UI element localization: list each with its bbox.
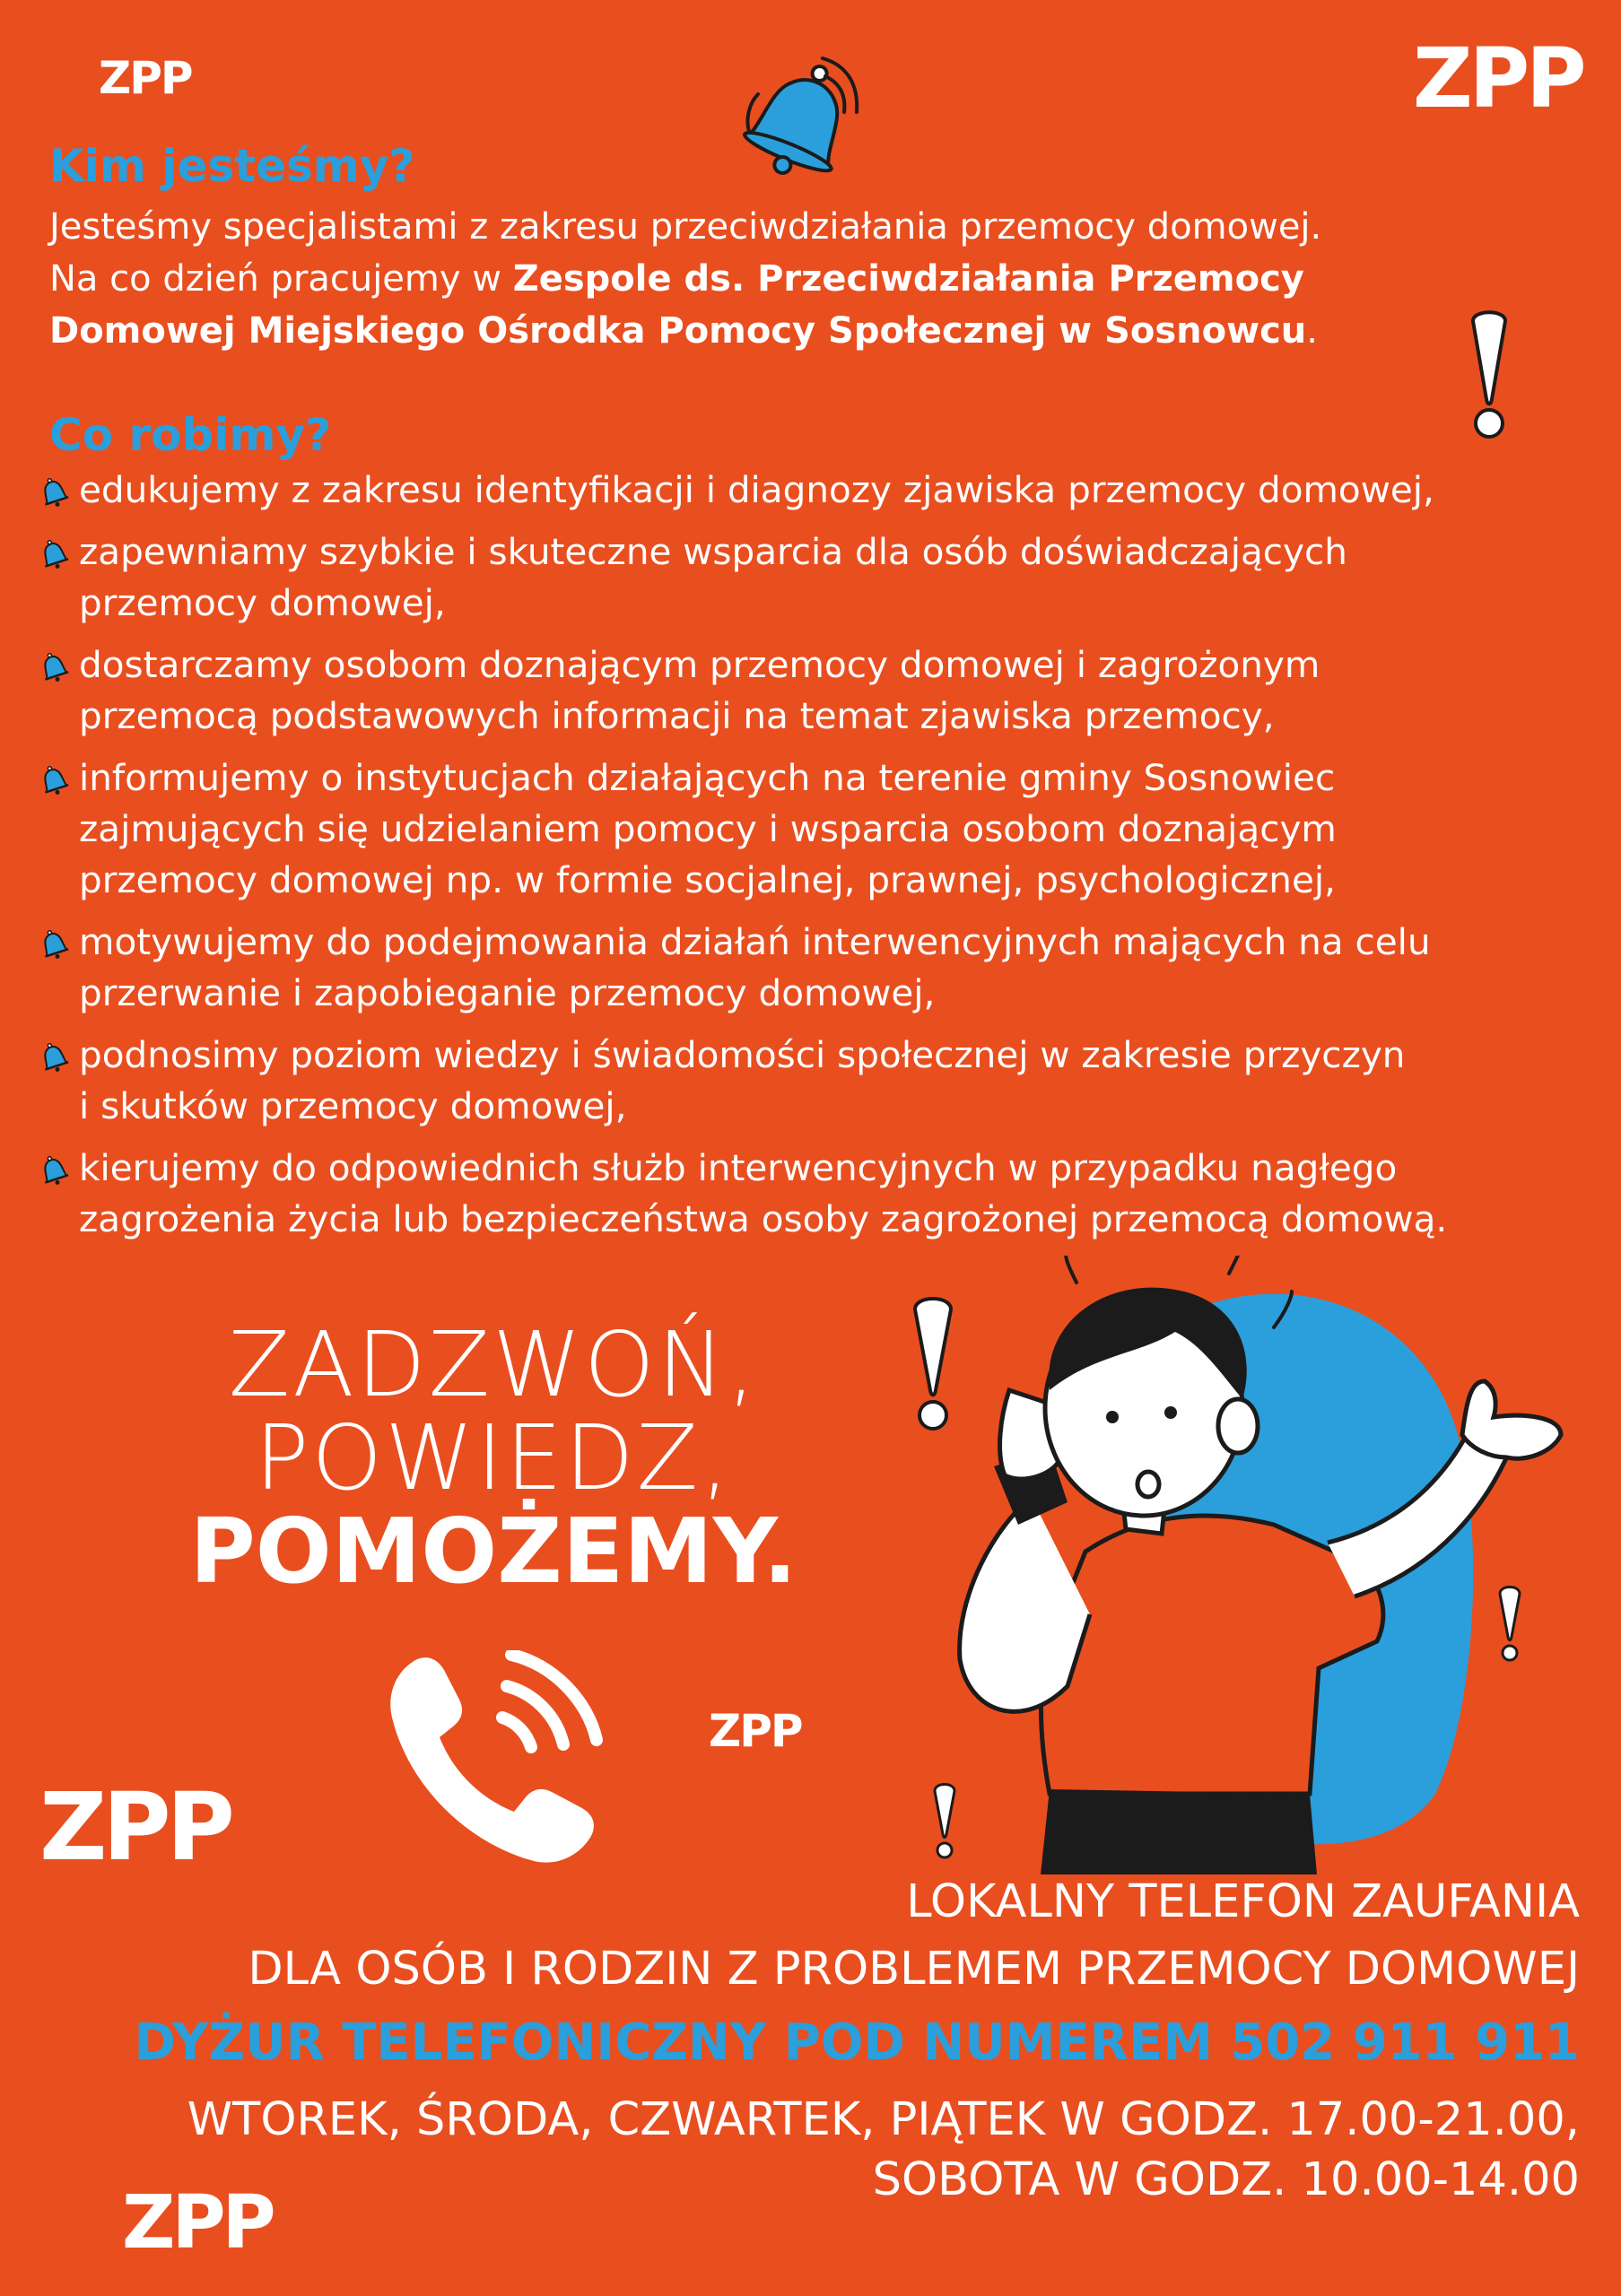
zpp-logo: ZPP — [122, 2180, 273, 2266]
intro-text-span: . — [1306, 310, 1318, 352]
hotline-title: LOKALNY TELEFON ZAUFANIA — [906, 1875, 1580, 1928]
phone-number-line: DYŻUR TELEFONICZNY POD NUMEREM 502 911 911 — [134, 2013, 1580, 2072]
intro-text-span: Na co dzień pracujemy w — [49, 258, 513, 300]
intro-line — [49, 253, 1556, 305]
list-item — [36, 639, 1597, 742]
phone-icon — [381, 1650, 606, 1870]
activities-list — [36, 465, 1597, 1256]
list-item-line: dostarczamy osobom doznającym przemocy domowej i zagrożonym — [79, 643, 1320, 686]
list-item-line: zajmujących się udzielaniem pomocy i wsparcia osobom doznającym — [79, 807, 1337, 850]
intro-line: Jesteśmy specjalistami z zakresu przeciwdziałania przemocy domowej. — [49, 206, 1322, 248]
list-item-line: motywujemy do podejmowania działań interwencyjnych mających na celu — [79, 920, 1431, 963]
intro-text — [49, 201, 1556, 357]
bell-bullet-icon — [36, 926, 72, 961]
list-item-line: przemocy domowej np. w formie socjalnej, prawnej, psychologicznej, — [79, 858, 1337, 901]
bell-icon — [722, 49, 875, 193]
bell-bullet-icon — [36, 1152, 72, 1187]
list-item — [36, 752, 1597, 906]
list-item — [36, 1143, 1597, 1245]
list-item-line: i skutków przemocy domowej, — [79, 1084, 627, 1127]
section-title-who: Kim jesteśmy? — [49, 140, 415, 192]
list-item-line: edukujemy z zakresu identyfikacji i diagnozy zjawiska przemocy domowej, — [79, 468, 1434, 511]
bell-bullet-icon — [36, 761, 72, 797]
list-item-line: zagrożenia życia lub bezpieczeństwa osoby zagrożonej przemocą domową. — [79, 1197, 1448, 1240]
bell-bullet-icon — [36, 474, 72, 509]
list-item-line: informujemy o instytucjach działających na terenie gminy Sosnowiec — [79, 756, 1336, 799]
zpp-logo: ZPP — [1413, 30, 1583, 126]
list-item-line: przerwanie i zapobieganie przemocy domowej, — [79, 971, 936, 1014]
list-item — [36, 465, 1597, 516]
zpp-logo: ZPP — [99, 52, 192, 104]
intro-bold-span: Zespole ds. Przeciwdziałania Przemocy — [512, 258, 1304, 300]
intro-line — [49, 305, 1556, 357]
bell-bullet-icon — [36, 648, 72, 684]
list-item — [36, 1030, 1597, 1132]
list-item — [36, 917, 1597, 1019]
list-item-line: kierujemy do odpowiednich służb interwencyjnych w przypadku nagłego — [79, 1146, 1398, 1189]
hours-line-2: SOBOTA W GODZ. 10.00-14.00 — [872, 2153, 1580, 2206]
list-item-line: przemocy domowej, — [79, 581, 446, 624]
cta-line-2: POWIEDZ, — [255, 1405, 732, 1510]
list-item-line: przemocą podstawowych informacji na temat zjawiska przemocy, — [79, 694, 1275, 737]
zpp-logo: ZPP — [709, 1705, 802, 1757]
list-item-line: podnosimy poziom wiedzy i świadomości społecznej w zakresie przyczyn — [79, 1033, 1406, 1076]
bell-bullet-icon — [36, 1039, 72, 1074]
call-to-action — [117, 1312, 870, 1604]
zpp-logo: ZPP — [39, 1772, 231, 1882]
person-on-phone-illustration — [933, 1256, 1579, 1874]
hotline-subtitle: DLA OSÓB I RODZIN Z PROBLEMEM PRZEMOCY DOMOWEJ — [248, 1943, 1580, 1996]
hours-line-1: WTOREK, ŚRODA, CZWARTEK, PIĄTEK W GODZ. 17.00-21.00, — [187, 2093, 1580, 2146]
cta-line-3: POMOŻEMY. — [189, 1499, 797, 1604]
list-item-line: zapewniamy szybkie i skuteczne wsparcia dla osób doświadczających — [79, 530, 1347, 573]
bell-bullet-icon — [36, 535, 72, 571]
intro-bold-span: Domowej Miejskiego Ośrodka Pomocy Społecznej w Sosnowcu — [49, 310, 1307, 352]
section-title-what: Co robimy? — [49, 409, 332, 461]
cta-line-1: ZADZWOŃ, — [228, 1312, 759, 1417]
list-item — [36, 526, 1597, 629]
